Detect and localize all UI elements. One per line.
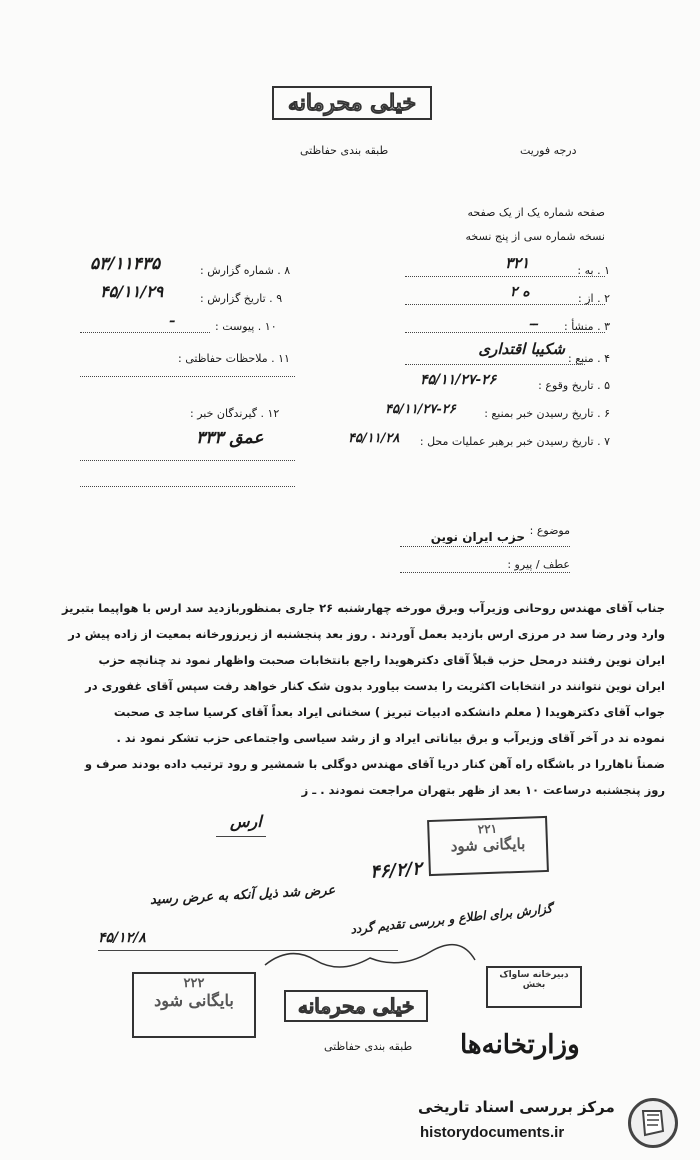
field-report-no-value: ۵۳/۱۱۴۳۵ [90,254,161,274]
field-recipients-label: ۱۲ . گیرندگان خبر : [190,407,280,420]
body-line-7: ضمناً ناهاررا در باشگاه راه آهن کنار دریا آقای مهندس دوگلی با شمشیر و رود ترتیب داده بودند صرف و [84,757,665,771]
handwritten-date-bottom: ۴۵/۱۲/۸ [98,930,146,946]
archive-stamp-text: بایگانی شود [450,834,526,856]
office-stamp-line1: دبیرخانه ساواک [499,970,569,980]
handwritten-note-2: گزارش برای اطلاع و بررسی تقدیم گردد [349,901,553,937]
reference-label: عطف / پیرو : [507,558,570,571]
field-notes-line [80,376,295,377]
page-number-line: صفحه شماره یک از یک صفحه [467,206,605,219]
field-received-source-label: ۶ . تاریخ رسیدن خبر بمنبع : [484,407,610,420]
body-line-3: ایران نوین رفتند درمحل حزب قبلاً آقای دکترهویدا راجع بانتخابات صحبت واظهار نمود ند چنانچه حزب [98,653,665,667]
field-to-value: ۳۲۱ [505,254,530,272]
archive-stamp-2-text: بایگانی شود [154,991,234,1010]
reference-line [400,572,570,573]
copy-number-line: نسخه شماره سی از پنج نسخه [465,230,605,243]
field-to-line [405,276,605,277]
field-from-value: ۲ ه [510,284,530,300]
classification-label: طبقه بندی حفاظتی [300,144,389,157]
field-attachment-label: ۱۰ . پیوست : [215,320,277,333]
body-line-5: جواب آقای دکترهویدا ( معلم دانشکده ادبیات تبریز ) سخنانی ایراد بعداً آقای کرسیا ساجد ی صحبت [113,705,665,719]
brand-logo-icon [628,1098,678,1148]
urgency-label: درجه فوریت [520,144,577,157]
body-line-8: روز پنجشنبه درساعت ۱۰ بعد از ظهر بتهران مراجعت نمودند . ـ ز [301,783,665,797]
field-source-line [405,364,585,365]
subject-value: حزب ایران نوین [430,530,525,544]
field-from-line [405,304,605,305]
signature: ارس [230,812,262,831]
body-line-2: وارد ودر رضا سد در مرزی ارس بازدید بعمل آوردند . روز بعد پنجشنبه از زیرزورخانه بمعیت از زاده پیش در [68,627,665,641]
field-attachment-line [80,332,210,333]
handwritten-date: ۴۶/۲/۲ [369,858,423,883]
field-report-no-label: ۸ . شماره گزارش : [200,264,291,277]
subject-label: موضوع : [529,524,570,537]
classification-stamp: خیلی محرمانه [272,86,432,120]
handwritten-scribble [260,940,480,980]
handwritten-note-1: عرض شد ذیل آنکه به عرض رسید [149,883,336,908]
brand-url: historydocuments.ir [420,1124,565,1141]
field-received-ops-label: ۷ . تاریخ رسیدن خبر برهبر عملیات محل : [419,435,610,448]
brand-name: مرکز بررسی اسناد تاریخی [418,1098,615,1116]
body-line-4: ایران نوین نتوانند در انتخابات اکثریت را بدست بیاورد بدون شک کنار خواهد رفت سپس آقای غفوری در [85,679,665,693]
field-source-label: ۴ . منبع : [568,352,610,365]
field-attachment-value: ـ [170,310,175,326]
body-line-1: جناب آقای مهندس روحانی وزیرآب وبرق مورخه چهارشنبه ۲۶ جاری بمنظوربازدید سد ارس با هواپیما بتبریز [61,601,665,615]
archive-stamp [427,816,549,876]
field-source-value: شکیبا اقتداری [478,340,565,358]
signature-underline [216,836,266,837]
field-event-date-label: ۵ . تاریخ وقوع : [538,379,610,392]
field-recipients-line-1 [80,460,295,461]
office-stamp [486,966,582,1008]
archive-stamp-number: ۲۲۱ [477,821,498,837]
subject-line [400,546,570,547]
field-origin-value: ــ [530,314,538,329]
field-recipients-line-2 [80,486,295,487]
archive-stamp-2-number: ۲۲۲ [183,976,205,991]
field-report-date-label: ۹ . تاریخ گزارش : [200,292,283,305]
field-origin-line [405,332,605,333]
field-received-source-value: ۴۵/۱۱/۲۷-۲۶ [385,402,456,417]
field-received-ops-value: ۴۵/۱۱/۲۸ [348,431,400,446]
ministry-label: وزارتخانه‌ها [460,1030,580,1060]
field-notes-label: ۱۱ . ملاحظات حفاظتی : [178,352,290,365]
field-event-date-value: ۴۵/۱۱/۲۷-۲۶ [420,372,497,388]
field-to-label: ۱ . به : [577,264,610,277]
office-stamp-line2: بخش [522,980,546,990]
body-line-6: نموده ند در آخر آقای وزیرآب و برق بیاناتی ایراد و از رشد سیاسی واجتماعی حزب تشکر نمود ند . [116,731,665,745]
field-origin-label: ۳ . منشأ : [564,320,610,333]
footer-classification-label: طبقه بندی حفاظتی [324,1040,413,1053]
field-report-date-value: ۴۵/۱۱/۲۹ [100,282,164,301]
field-from-label: ۲ . از : [578,292,610,305]
footer-classification-stamp: خیلی محرمانه [284,990,428,1022]
field-recipients-value: عمق ۳۳۳ [196,428,264,448]
archive-stamp-2 [132,972,256,1038]
